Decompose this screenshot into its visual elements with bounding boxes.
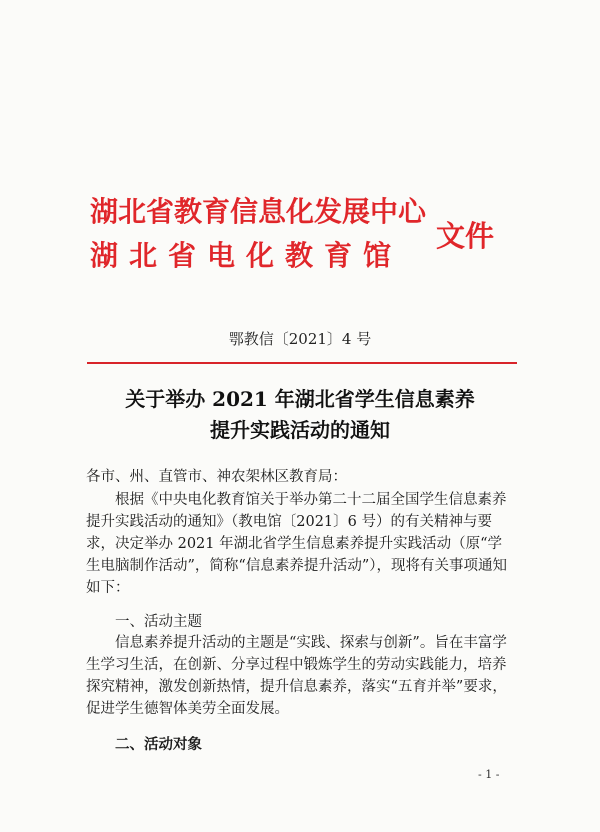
document-number: 鄂教信〔2021〕4 号 [228,330,372,348]
issuer-name-line2: 湖北省电化教育馆 [90,239,403,272]
paragraph-theme: 信息素养提升活动的主题是“实践、探索与创新”。旨在丰富学生学习生活，在创新、分享过程中锻炼学生的劳动实践能力，培养探究精神，激发创新热情，提升信息素养，落实“五育并举”要求，促进学生德智体美劳全面发展。 [86,635,507,717]
section-heading-participants: 二、活动对象 [115,736,202,753]
section-heading-theme: 一、活动主题 [115,614,202,630]
document-type-label: 文件 [436,219,495,253]
notice-title-line1: 关于举办 2021 年湖北省学生信息素养 [125,387,475,411]
salutation: 各市、州、直管市、神农架林区教育局： [86,469,347,485]
notice-title-line2: 提升实践活动的通知 [210,418,390,442]
issuer-name-line1: 湖北省教育信息化发展中心 [90,195,427,228]
page-number: - 1 - [478,768,500,781]
red-divider-line [87,362,517,364]
paragraph-intro: 根据《中央电化教育馆关于举办第二十二届全国学生信息素养提升实践活动的通知》（教电馆〔2021〕6 号）的有关精神与要求，决定举办 2021 年湖北省学生信息素养提升实践活动（原“学生电脑制作活动”，简称“信息素养提升活动”），现将有关事项通知如下： [86,492,507,596]
